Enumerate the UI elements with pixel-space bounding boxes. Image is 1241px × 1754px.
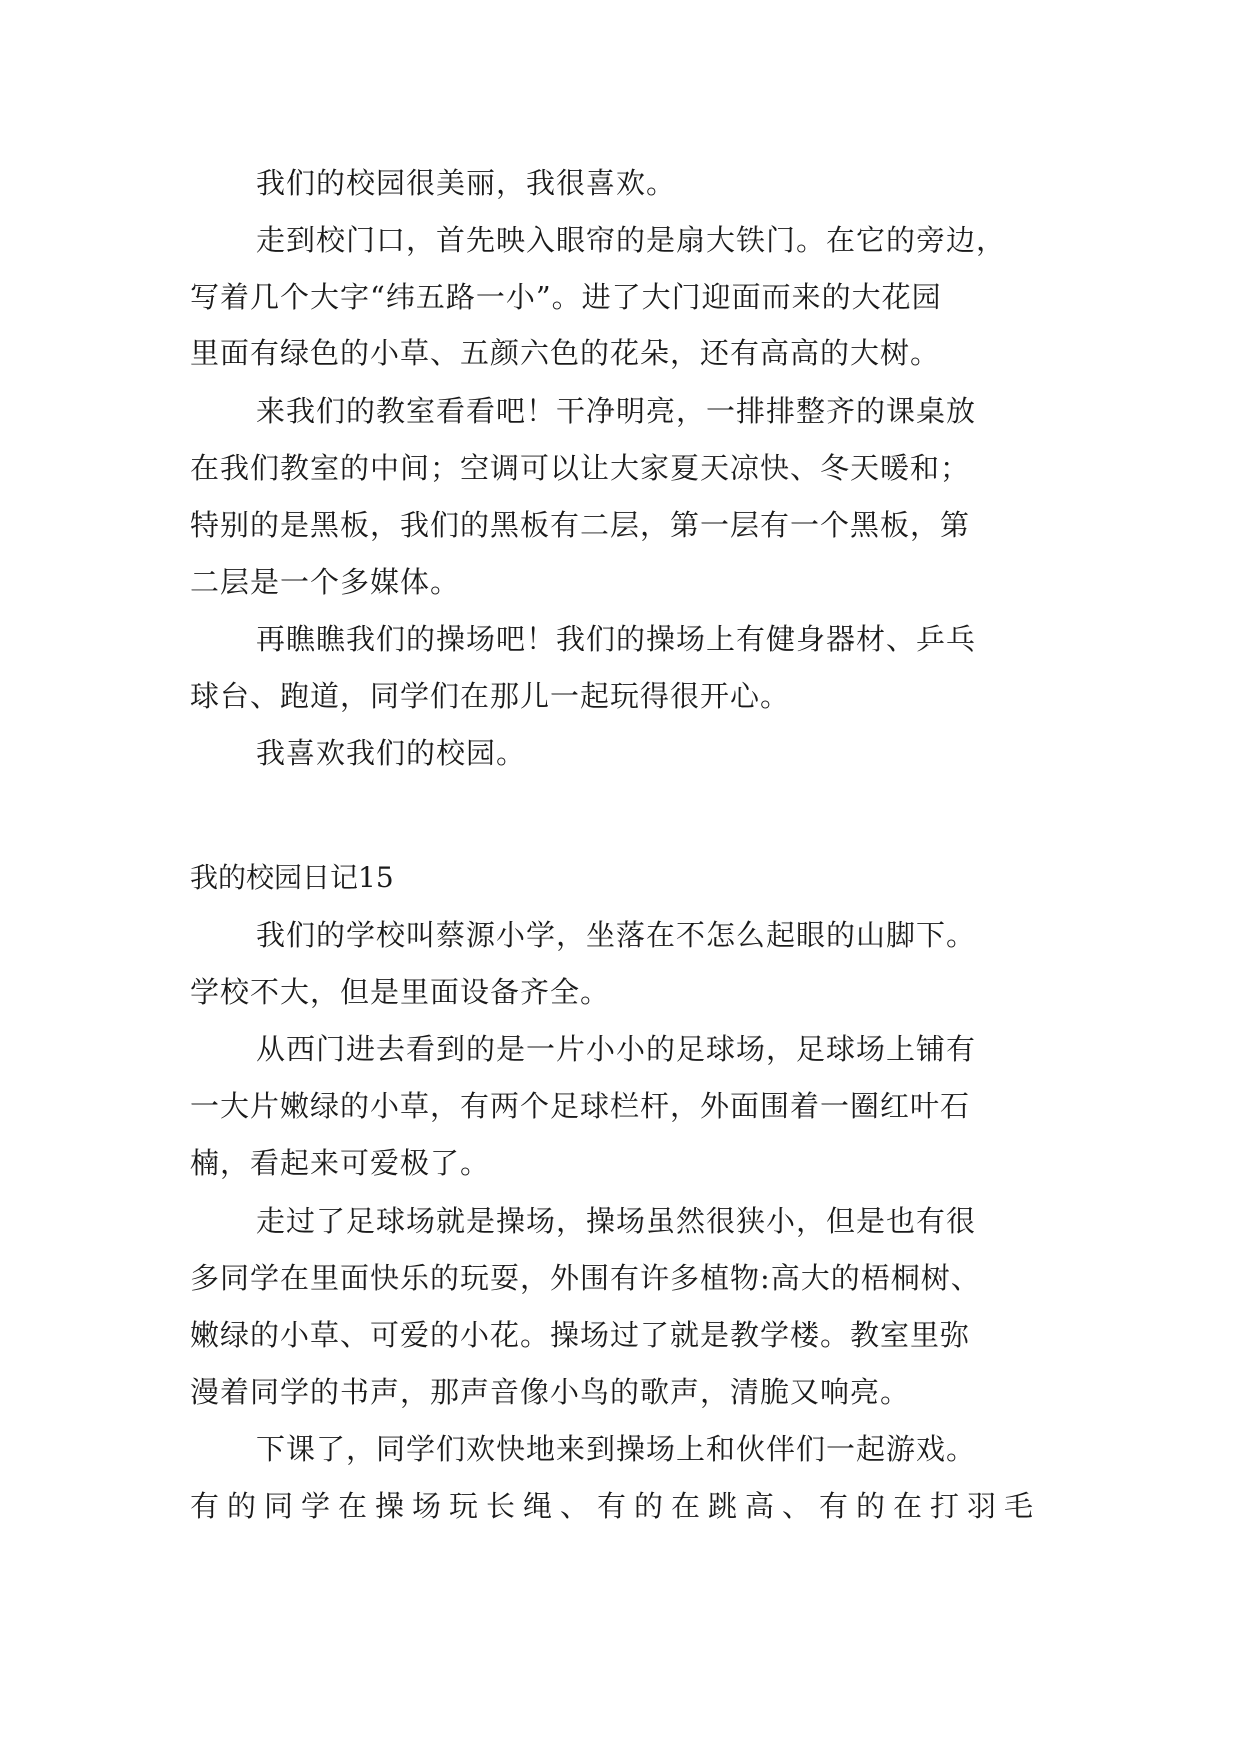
paragraph-line: 特别的是黑板，我们的黑板有二层，第一层有一个黑板，第: [190, 508, 971, 542]
paragraph-line: 一大片嫩绿的小草，有两个足球栏杆，外面围着一圈红叶石: [190, 1089, 971, 1123]
article-title: 我的校园日记15: [190, 861, 394, 894]
paragraph-line: 二层是一个多媒体。: [190, 565, 461, 599]
paragraph-line: 多同学在里面快乐的玩耍，外围有许多植物:高大的梧桐树、: [190, 1261, 981, 1295]
paragraph-line: 里面有绿色的小草、五颜六色的花朵，还有高高的大树。: [190, 336, 941, 370]
paragraph-line: 我喜欢我们的校园。: [256, 736, 527, 770]
paragraph-line: 我们的学校叫蔡源小学，坐落在不怎么起眼的山脚下。: [256, 918, 977, 952]
paragraph-line: 球台、跑道，同学们在那儿一起玩得很开心。: [190, 679, 791, 713]
paragraph-line: 从西门进去看到的是一片小小的足球场，足球场上铺有: [256, 1032, 977, 1066]
paragraph-line: 楠，看起来可爱极了。: [190, 1146, 491, 1180]
paragraph-line: 漫着同学的书声，那声音像小鸟的歌声，清脆又响亮。: [190, 1375, 911, 1409]
paragraph-line: 再瞧瞧我们的操场吧！我们的操场上有健身器材、乒乓: [256, 622, 977, 656]
paragraph-line: 下课了，同学们欢快地来到操场上和伙伴们一起游戏。: [256, 1432, 977, 1466]
paragraph-line: 走到校门口，首先映入眼帘的是扇大铁门。在它的旁边，: [256, 223, 1007, 257]
paragraph-line: 嫩绿的小草、可爱的小花。操场过了就是教学楼。教室里弥: [190, 1318, 971, 1352]
paragraph-line: 来我们的教室看看吧！干净明亮，一排排整齐的课桌放: [256, 394, 977, 428]
paragraph-line: 学校不大，但是里面设备齐全。: [190, 975, 611, 1009]
paragraph-line: 我们的校园很美丽，我很喜欢。: [256, 166, 677, 200]
paragraph-line: 有的同学在操场玩长绳、有的在跳高、有的在打羽毛: [190, 1489, 1042, 1523]
paragraph-line: 在我们教室的中间；空调可以让大家夏天凉快、冬天暖和；: [190, 451, 971, 485]
paragraph-line: 走过了足球场就是操场，操场虽然很狭小，但是也有很: [256, 1204, 977, 1238]
paragraph-line: 写着几个大字“纬五路一小”。进了大门迎面而来的大花园: [190, 280, 942, 314]
